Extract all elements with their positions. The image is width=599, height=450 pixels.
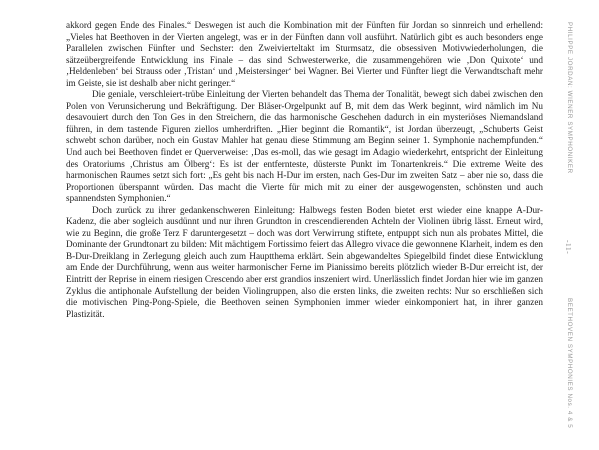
- paragraph-3: Doch zurück zu ihrer gedankenschweren Einleitung: Halbwegs festen Boden bietet erst wieder eine knappe A-Dur-Kadenz, die aber sogleich ausdünnt und nur ihren Grundton in crescendierenden Achteln der Violinen übrig lässt. Erneut wird, wie zu Beginn, die große Terz F daruntergesetzt – doch was dort Verwirrung stiftete, entpuppt sich nun als probates Mittel, die Dominante der Grundtonart zu bilden: Mit mächtigem Fortissimo feiert das Allegro vivace die gewonnene Klarheit, indem es den B-Dur-Dreiklang in Zerlegung gleich auch zum Hauptthema erklärt. Sein abgewandeltes Spiegelbild findet diese Entwicklung am Ende der Durchführung, wenn aus weiter harmonischer Ferne im Pianissimo bereits plötzlich wieder B-Dur erreicht ist, der Eintritt der Reprise in einem riesigen Crescendo aber erst grandios inszeniert wird. Unerlässlich findet Jordan hier wie im ganzen Zyklus die antiphonale Aufstellung der beiden Violingruppen, also die ersten links, die zweiten rechts: Nur so erschließen sich die motivischen Ping-Pong-Spiele, die Beethoven seinen Symphonien immer wieder einkomponiert hat, in ihrer ganzen Plastizität.: [66, 204, 543, 319]
- running-head-title: PHILIPPE JORDAN: WIENER SYMPHONIKER: [566, 22, 573, 174]
- page-number: -11-: [564, 240, 573, 255]
- paragraph-2: Die geniale, verschleiert-trübe Einleitung der Vierten behandelt das Thema der Tonalität, bewegt sich dabei zwischen den Polen von Verunsicherung und Bekräftigung. Der Bläser-Orgelpunkt auf B, mit dem das Werk beginnt, wird nämlich im Nu desavouiert durch den Ton Ges in den Streichern, die das harmonische Geschehen dadurch in ein mysteriöses Niemandsland führen, in dem tastende Figuren ziellos umherdriften. „Hier beginnt die Romantik“, ist Jordan überzeugt, „Schuberts Geist schwebt schon darüber, noch ein Gustav Mahler hat genau diese Stimmung am Beginn seiner 1. Symphonie nachempfunden.“ Und auch bei Beethoven findet er Querverweise: ‚Das es-moll, das wie gesagt im Adagio wiederkehrt, entspricht der Einleitung des Oratoriums ‚Christus am Ölberg‘: Es ist der entfernteste, düsterste Punkt im Tonartenkreis.“ Die extreme Weite des harmonischen Raumes setzt sich fort: „Es geht bis nach H-Dur im ersten, nach Ges-Dur im zweiten Satz – aber nie so, dass die Proportionen überspannt würden. Das macht die Vierte für mich mit zu einer der ausgewogensten, schönsten und auch spannendsten Symphonien.“: [66, 89, 543, 204]
- running-head-column: [566, 20, 578, 430]
- paragraph-1: akkord gegen Ende des Finales.“ Deswegen ist auch die Kombination mit der Fünften für Jordan so sinnreich und erhellend: „Vieles hat Beethoven in der Vierten angelegt, was er in der Fünften dann voll ausführt. Natürlich gibt es auch besonders enge Parallelen zwischen Fünfter und Sechster: den Zweivierteltakt im Sturmsatz, die obsessiven Motivwiederholungen, die sätzeübergreifende Entwicklung ins Finale – das sind Schwesterwerke, die zusammengehören wie ‚Don Quixote‘ und ‚Heldenleben‘ bei Strauss oder ‚Tristan‘ und ‚Meistersinger‘ bei Wagner. Bei Vierter und Fünfter liegt die Verwandtschaft mehr im Geiste, sie ist deshalb aber nicht geringer.“: [66, 20, 543, 88]
- running-head-subtitle: BEETHOVEN SYMPHONIES Nos. 4 & 5: [566, 298, 573, 429]
- body-text: [66, 20, 543, 320]
